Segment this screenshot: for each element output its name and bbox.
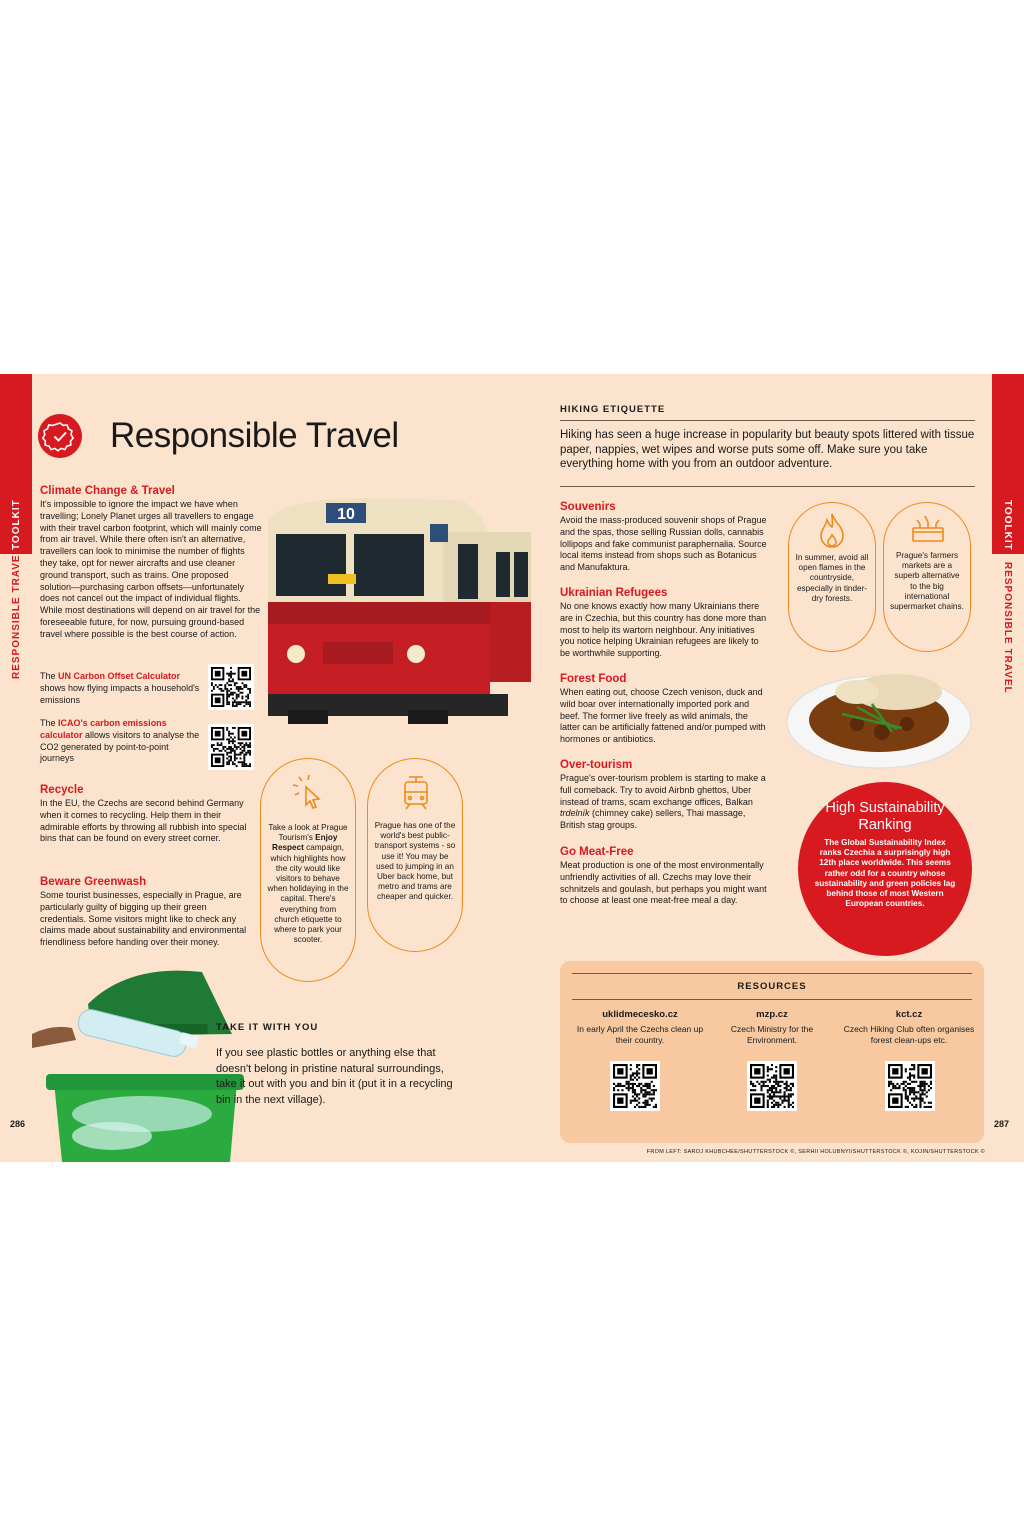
recycle-section bbox=[40, 784, 255, 845]
ukraine-heading: Ukrainian Refugees bbox=[560, 587, 668, 599]
souvenirs-section bbox=[560, 501, 770, 574]
souvenirs-text: Avoid the mass-produced souvenir shops of Prague and the spas, those selling Russian dolls, cannabis lollipops and fake communist paraphernalia. Source local items instead from shops such as Botanicus and Manufaktura. bbox=[560, 515, 767, 573]
tram-icon bbox=[399, 773, 433, 811]
photo-credits: FROM LEFT: SAROJ KHUBCHEE/SHUTTERSTOCK ©, SERHII HOLUBNYI/SHUTTERSTOCK ©, KOJIN/SHUTTERSTOCK © bbox=[646, 1149, 985, 1155]
take-it-heading: TAKE IT WITH YOU bbox=[216, 1022, 319, 1033]
greenwash-text: Some tourist businesses, especially in Prague, are particularly guilty of bigging up their green credentials. Some visitors might like to check any claims made about sustainability and environmental friendliness before handing over their money. bbox=[40, 890, 247, 948]
greenwash-section bbox=[40, 876, 255, 949]
icao-calculator-link[interactable]: ICAO's carbon emissions calculator bbox=[40, 718, 167, 740]
souvenirs-heading: Souvenirs bbox=[560, 501, 616, 513]
overtourism-text: Prague's over-tourism problem is starting to make a full comeback. Try to avoid Airbnb ghettos, Uber instead of trams, scam exchange offices, Balkan trdelník (chimney cake) sellers, Thai massage, British stag groups. bbox=[560, 773, 766, 831]
meat-free-heading: Go Meat-Free bbox=[560, 846, 634, 858]
pill-farmers-markets bbox=[883, 502, 971, 652]
hiking-heading: HIKING ETIQUETTE bbox=[560, 404, 666, 415]
resource-uklidmecesko: uklidmecesko.cz In early April the Czechs clean up their country. bbox=[576, 1009, 704, 1045]
left-side-tab bbox=[0, 374, 32, 1162]
tram-photo bbox=[268, 482, 533, 732]
resource-1-qr[interactable] bbox=[610, 1061, 660, 1111]
resource-1-site[interactable]: uklidmecesko.cz bbox=[602, 1009, 678, 1020]
forest-food-heading: Forest Food bbox=[560, 673, 627, 685]
un-calculator-qr[interactable] bbox=[208, 664, 254, 710]
hiking-rule bbox=[560, 420, 975, 421]
recycle-text: In the EU, the Czechs are second behind Germany when it comes to recycling. Help them in their admirable efforts by throwing all rubbish into special bins that can be found on every street corner. bbox=[40, 798, 247, 844]
right-tab-chapter: RESPONSIBLE TRAVEL bbox=[1002, 562, 1013, 694]
enjoy-respect-link[interactable]: Enjoy Respect bbox=[272, 833, 338, 853]
pill-transport-text: Prague has one of the world's best public-transport systems - so use it! You may be used to jumping in an Uber back home, but metro and trams are cheaper and quicker. bbox=[374, 821, 456, 902]
page-number-left: 286 bbox=[10, 1119, 26, 1129]
pill-market-text: Prague's farmers markets are a superb alternative to the big international supermarket chains. bbox=[890, 551, 964, 612]
climate-section bbox=[40, 485, 262, 641]
flame-icon bbox=[815, 511, 849, 551]
responsible-badge-icon bbox=[38, 414, 82, 458]
climate-text: It's impossible to ignore the impact we have when travelling; Lonely Planet urges all travellers to engage with their travel carbon footprint, which will mainly come from air travel. While there often isn't an alternative, travellers can look to minimise the number of flights they take, opt for newer aircrafts and use cleaner ground transport, such as trains. One proposed solution—purchasing carbon offsets—unfortunately does not cancel out the impact of individual flights. While most destinations will depend on air travel for the foreseeable future, for now, pursuing ground-based travel where possible is the best course of action. bbox=[40, 499, 262, 639]
take-it-text: If you see plastic bottles or anything else that doesn't belong in pristine natural surroundings, take it out with you and bin it (put it in a recycling bin in the next village). bbox=[216, 1047, 453, 1106]
hiking-rule-bottom bbox=[560, 486, 975, 487]
recycle-heading: Recycle bbox=[40, 784, 84, 796]
un-calculator-link[interactable]: UN Carbon Offset Calculator bbox=[58, 671, 181, 681]
forest-food-section bbox=[560, 673, 770, 746]
pill-enjoy-respect: Take a look at Prague Tourism's Enjoy Respect campaign, which highlights how the city would like visitors to behave when holidaying in the capital. There's everything from church etiquette to where to park your scooter. bbox=[260, 758, 356, 982]
qr-code-icon bbox=[208, 724, 254, 770]
ranking-title: High Sustainability Ranking bbox=[825, 800, 945, 833]
left-tab-section: TOOLKIT bbox=[11, 499, 22, 550]
ukraine-text: No one knows exactly how many Ukrainians there are in Czechia, but this country has done more than most to help its wartorn neighbour. Any initiatives you notice helping Ukrainian refugees are likely to be worthwhile supporting. bbox=[560, 601, 767, 659]
qr-code-icon bbox=[885, 1061, 935, 1111]
meat-free-section bbox=[560, 846, 770, 907]
resource-3-qr[interactable] bbox=[885, 1061, 935, 1111]
resource-mzp: mzp.cz Czech Ministry for the Environment. bbox=[707, 1009, 837, 1046]
right-tab-section: TOOLKIT bbox=[1002, 500, 1013, 551]
resource-kct: kct.cz Czech Hiking Club often organises forest clean-ups etc. bbox=[839, 1009, 979, 1046]
ukraine-section bbox=[560, 587, 770, 660]
icao-calculator-note: The ICAO's carbon emissions calculator allows visitors to analyse the CO2 generated by point-to-point journeys bbox=[40, 718, 200, 764]
recycling-bin-photo bbox=[32, 964, 247, 1162]
qr-code-icon bbox=[610, 1061, 660, 1111]
cursor-click-icon bbox=[289, 773, 329, 811]
un-calculator-note: The UN Carbon Offset Calculator shows how flying impacts a household's emissions bbox=[40, 671, 200, 705]
overtourism-heading: Over-tourism bbox=[560, 759, 633, 771]
meat-free-text: Meat production is one of the most environmentally unfriendly activities of all. Czechs may love their schnitzels and goulash, but perhaps you might want to choose at least one meat-free meal a day. bbox=[560, 860, 767, 906]
qr-code-icon bbox=[747, 1061, 797, 1111]
page-number-right: 287 bbox=[994, 1119, 1010, 1129]
greenwash-heading: Beware Greenwash bbox=[40, 876, 147, 888]
pill-fire-text: In summer, avoid all open flames in the countryside, especially in tinder-dry forests. bbox=[795, 553, 869, 603]
pill-public-transport bbox=[367, 758, 463, 952]
goulash-photo bbox=[787, 662, 972, 772]
page-title: Responsible Travel bbox=[110, 416, 399, 455]
market-stall-icon bbox=[908, 511, 948, 547]
resource-2-qr[interactable] bbox=[747, 1061, 797, 1111]
book-spread bbox=[0, 374, 1024, 1162]
climate-heading: Climate Change & Travel bbox=[40, 485, 175, 497]
forest-food-text: When eating out, choose Czech venison, duck and wild boar over internationally imported pork and beef. The former live freely as wild animals, the latter can be artificially fattened and/or pumped with hormones or antibiotics. bbox=[560, 687, 766, 745]
tram-route-number: 10 bbox=[337, 506, 355, 523]
resource-2-site[interactable]: mzp.cz bbox=[756, 1009, 788, 1020]
pill-open-flames bbox=[788, 502, 876, 652]
left-tab-chapter: RESPONSIBLE TRAVEL bbox=[11, 547, 22, 679]
resources-box bbox=[560, 961, 984, 1143]
ranking-text: The Global Sustainability Index ranks Czechia a surprisingly high 12th place worldwide. This seems rather odd for a country whose sustainability and green policies lag behind those of most Western European countries. bbox=[814, 838, 956, 909]
hiking-text: Hiking has seen a huge increase in popularity but beauty spots littered with tissue paper, nappies, wet wipes and worse puts some off. Make sure you take everything home with you from an outdoor adventure. bbox=[560, 429, 975, 471]
qr-code-icon bbox=[208, 664, 254, 710]
icao-calculator-qr[interactable] bbox=[208, 724, 254, 770]
sustainability-ranking-badge bbox=[798, 782, 972, 956]
right-side-tab bbox=[992, 374, 1024, 1162]
resource-3-site[interactable]: kct.cz bbox=[895, 1009, 923, 1020]
resources-heading: RESOURCES bbox=[737, 981, 807, 992]
overtourism-section bbox=[560, 759, 770, 832]
